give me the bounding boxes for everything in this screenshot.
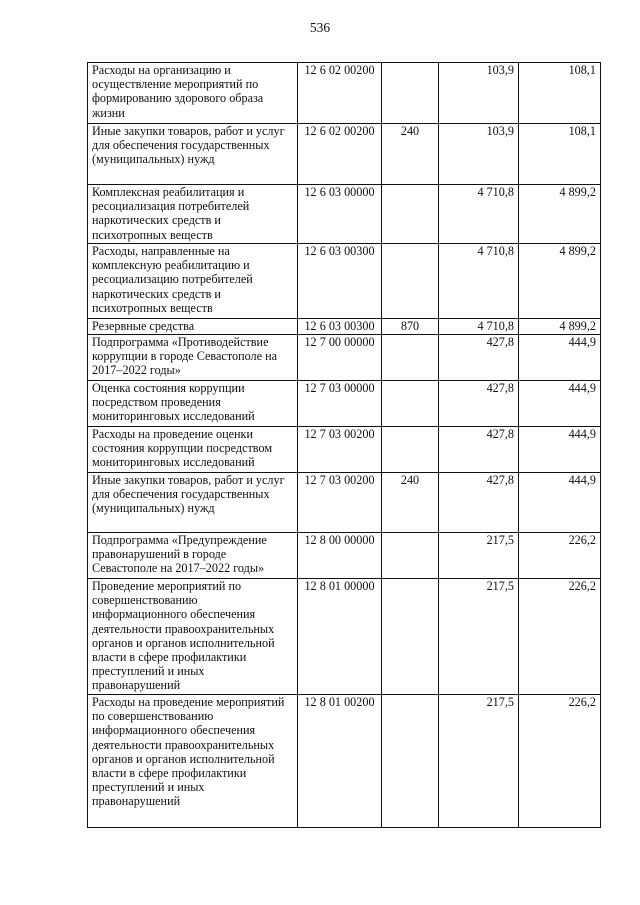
table-row — [88, 335, 601, 381]
expense-name: Оценка состояния коррупции посредством проведения мониторинговых исследований — [88, 381, 298, 427]
table-row — [88, 244, 601, 319]
expense-name: Расходы на проведение мероприятий по совершенствованию информационного обеспечения деятельности правоохранительных органов и органов исполнительной власти в сфере профилактики преступлений и иных правонарушений — [88, 695, 298, 828]
target-code: 12 8 00 00000 — [298, 533, 382, 579]
target-code: 12 6 03 00300 — [298, 244, 382, 319]
expense-name: Проведение мероприятий по совершенствованию информационного обеспечения деятельности правоохранительных органов и органов исполнительной власти в сфере профилактики преступлений и иных правонарушений — [88, 579, 298, 695]
expense-name: Иные закупки товаров, работ и услуг для обеспечения государственных (муниципальных) нужд — [88, 124, 298, 185]
target-code: 12 7 03 00200 — [298, 473, 382, 533]
expense-type — [382, 185, 439, 244]
amount-year-1: 103,9 — [439, 124, 519, 185]
amount-year-2: 444,9 — [519, 381, 601, 427]
target-code: 12 6 02 00200 — [298, 63, 382, 124]
amount-year-2: 108,1 — [519, 124, 601, 185]
table-row — [88, 427, 601, 473]
expense-type — [382, 63, 439, 124]
expense-type — [382, 579, 439, 695]
table-row — [88, 185, 601, 244]
table-row — [88, 695, 601, 828]
amount-year-2: 4 899,2 — [519, 185, 601, 244]
amount-year-1: 217,5 — [439, 533, 519, 579]
table-row — [88, 381, 601, 427]
amount-year-1: 4 710,8 — [439, 319, 519, 335]
table-row — [88, 579, 601, 695]
amount-year-1: 217,5 — [439, 695, 519, 828]
amount-year-2: 226,2 — [519, 533, 601, 579]
amount-year-1: 427,8 — [439, 427, 519, 473]
table-row — [88, 124, 601, 185]
table-row — [88, 473, 601, 533]
expense-type — [382, 381, 439, 427]
expense-name: Иные закупки товаров, работ и услуг для обеспечения государственных (муниципальных) нужд — [88, 473, 298, 533]
table-row — [88, 63, 601, 124]
target-code: 12 7 00 00000 — [298, 335, 382, 381]
amount-year-2: 226,2 — [519, 695, 601, 828]
amount-year-1: 4 710,8 — [439, 244, 519, 319]
table-row — [88, 319, 601, 335]
expense-type: 240 — [382, 124, 439, 185]
budget-table — [87, 62, 601, 828]
target-code: 12 8 01 00200 — [298, 695, 382, 828]
target-code: 12 6 03 00000 — [298, 185, 382, 244]
expense-name: Расходы на организацию и осуществление мероприятий по формированию здорового образа жизни — [88, 63, 298, 124]
amount-year-1: 217,5 — [439, 579, 519, 695]
target-code: 12 8 01 00000 — [298, 579, 382, 695]
expense-name: Подпрограмма «Противодействие коррупции в городе Севастополе на 2017–2022 годы» — [88, 335, 298, 381]
amount-year-2: 444,9 — [519, 473, 601, 533]
expense-type — [382, 533, 439, 579]
target-code: 12 7 03 00000 — [298, 381, 382, 427]
target-code: 12 7 03 00200 — [298, 427, 382, 473]
amount-year-1: 427,8 — [439, 381, 519, 427]
amount-year-2: 108,1 — [519, 63, 601, 124]
amount-year-1: 427,8 — [439, 473, 519, 533]
expense-name: Подпрограмма «Предупреждение правонарушений в городе Севастополе на 2017–2022 годы» — [88, 533, 298, 579]
amount-year-1: 4 710,8 — [439, 185, 519, 244]
expense-type — [382, 427, 439, 473]
expense-type: 870 — [382, 319, 439, 335]
amount-year-2: 444,9 — [519, 427, 601, 473]
expense-type: 240 — [382, 473, 439, 533]
expense-type — [382, 335, 439, 381]
expense-name: Резервные средства — [88, 319, 298, 335]
amount-year-2: 226,2 — [519, 579, 601, 695]
table-row — [88, 533, 601, 579]
expense-name: Расходы, направленные на комплексную реабилитацию и ресоциализацию потребителей наркотических средств и психотропных веществ — [88, 244, 298, 319]
amount-year-2: 4 899,2 — [519, 319, 601, 335]
expense-name: Расходы на проведение оценки состояния коррупции посредством мониторинговых исследований — [88, 427, 298, 473]
expense-type — [382, 244, 439, 319]
expense-name: Комплексная реабилитация и ресоциализация потребителей наркотических средств и психотропных веществ — [88, 185, 298, 244]
amount-year-1: 427,8 — [439, 335, 519, 381]
page-number: 536 — [309, 20, 331, 35]
target-code: 12 6 03 00300 — [298, 319, 382, 335]
amount-year-2: 4 899,2 — [519, 244, 601, 319]
expense-type — [382, 695, 439, 828]
target-code: 12 6 02 00200 — [298, 124, 382, 185]
amount-year-1: 103,9 — [439, 63, 519, 124]
amount-year-2: 444,9 — [519, 335, 601, 381]
